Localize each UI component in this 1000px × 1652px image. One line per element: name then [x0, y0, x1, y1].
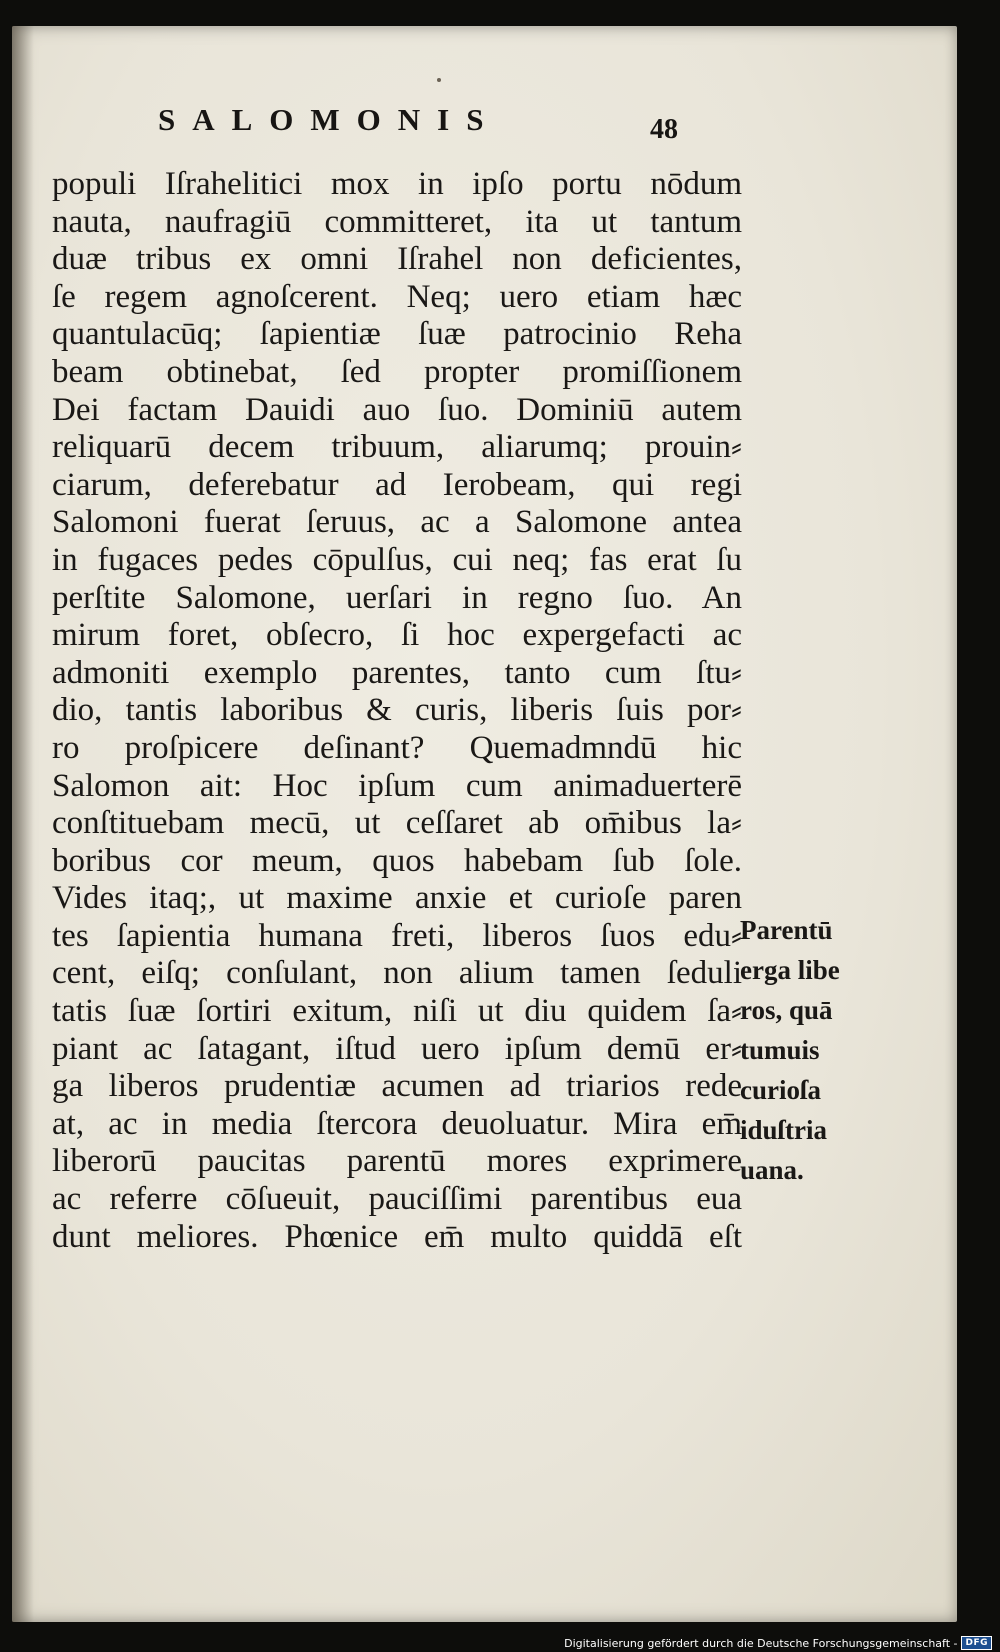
text-line: Dei factam Dauidi auo ſuo. Dominiū autem: [52, 391, 742, 428]
marginal-note-line: uana.: [740, 1155, 804, 1185]
digitization-credit: [564, 1636, 992, 1650]
text-line: in fugaces pedes cōpulſus, cui neq; fas erat ſu: [52, 541, 742, 578]
spine-shadow: [12, 26, 34, 1622]
text-line: perſtite Salomone, uerſari in regno ſuo. An: [52, 579, 742, 616]
text-line: quantulacūq; ſapientiæ ſuæ patrocinio Reha: [52, 316, 742, 353]
marginal-note-line: tumuis: [740, 1035, 820, 1065]
text-line: at, ac in media ſtercora deuoluatur. Mira em̄: [52, 1105, 742, 1142]
marginal-note: [740, 910, 870, 1190]
text-line: reliquarū decem tribuum, aliarumq; prouin⸗: [52, 429, 742, 466]
text-line: duæ tribus ex omni Iſrahel non deficientes,: [52, 241, 742, 278]
paper-speck: [437, 78, 441, 82]
text-line: tatis ſuæ ſortiri exitum, niſi ut diu quidem ſa⸗: [52, 993, 742, 1030]
page-number: 48: [650, 114, 678, 145]
text-line: Vides itaq;, ut maxime anxie et curioſe paren: [52, 880, 742, 917]
credit-text: Digitalisierung gefördert durch die Deutsche Forschungsgemeinschaft -: [564, 1636, 958, 1650]
text-line: piant ac ſatagant, iſtud uero ipſum demū er⸗: [52, 1030, 742, 1067]
running-title: SALOMONIS: [158, 102, 501, 137]
body-text: [52, 166, 742, 1256]
text-line: nauta, naufragiū committeret, ita ut tantum: [52, 203, 742, 240]
text-line: admoniti exemplo parentes, tanto cum ſtu⸗: [52, 654, 742, 691]
text-line: liberorū paucitas parentū mores exprimere: [52, 1143, 742, 1180]
marginal-note-line: iduſtria: [740, 1115, 828, 1145]
marginal-note-line: curioſa: [740, 1075, 821, 1105]
text-line: Salomoni fuerat ſeruus, ac a Salomone antea: [52, 504, 742, 541]
marginal-note-line: Parentū: [740, 915, 833, 945]
text-line: Salomon ait: Hoc ipſum cum animaduerterē: [52, 767, 742, 804]
dfg-logo: DFG: [961, 1636, 992, 1650]
marginal-note-line: ros, quā: [740, 995, 833, 1025]
text-line: ac referre cōſueuit, pauciſſimi parentibus eua: [52, 1181, 742, 1218]
text-line: dio, tantis laboribus & curis, liberis ſuis por⸗: [52, 692, 742, 729]
text-line: ga liberos prudentiæ acumen ad triarios rede: [52, 1068, 742, 1105]
text-line: ro proſpicere deſinant? Quemadmndū hic: [52, 729, 742, 766]
text-line: boribus cor meum, quos habebam ſub ſole.: [52, 842, 742, 879]
text-line: dunt meliores. Phœnice em̄ multo quiddā eſt: [52, 1218, 742, 1255]
text-line: ſe regem agnoſcerent. Neq; uero etiam hæc: [52, 278, 742, 315]
text-line: cent, eiſq; conſulant, non alium tamen ſeduli: [52, 955, 742, 992]
text-line: beam obtinebat, ſed propter promiſſionem: [52, 353, 742, 390]
text-line: ciarum, deferebatur ad Ierobeam, qui regi: [52, 466, 742, 503]
text-line: mirum foret, obſecro, ſi hoc expergefacti ac: [52, 617, 742, 654]
text-line: populi Iſrahelitici mox in ipſo portu nōdum: [52, 166, 742, 202]
marginal-note-line: erga libe: [740, 955, 840, 985]
text-line: tes ſapientia humana freti, liberos ſuos edu⸗: [52, 917, 742, 954]
text-line: conſtituebam mecū, ut ceſſaret ab om̄ibus la⸗: [52, 805, 742, 842]
